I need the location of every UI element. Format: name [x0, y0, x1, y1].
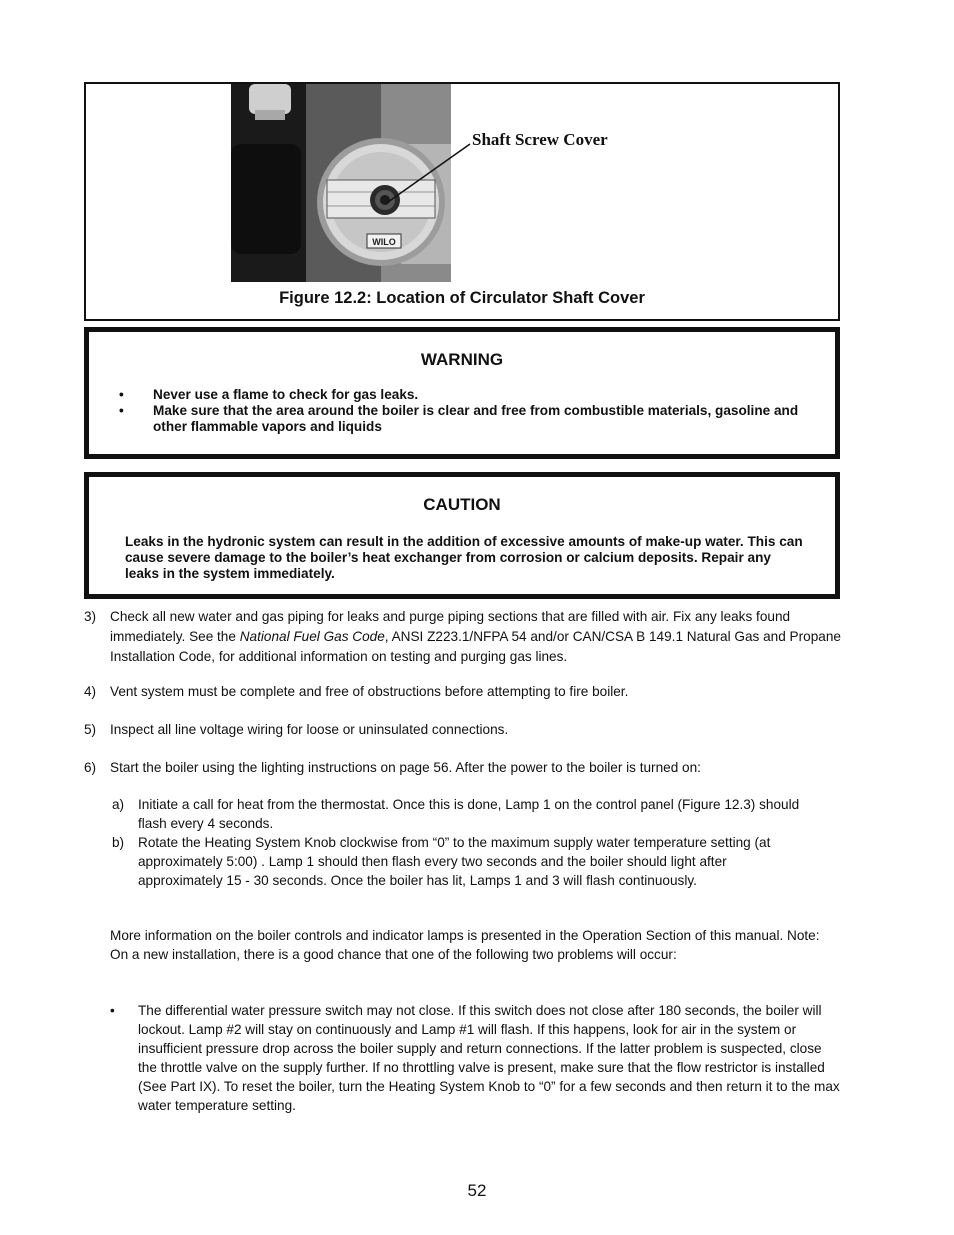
differential-switch-note: • The differential water pressure switch may not close. If this switch does not close after 180 seconds, the boiler will lockout. Lamp #2 will stay on continuously and Lamp #1 will flash. If this happens, look for air in the system or insufficient pressure drop across the boiler supply and return connections. If the latter problem is suspected, close the throttle valve on the supply further. If no throttling valve is present, make sure that the flow restrictor is installed (See Part IX). To reset the boiler, turn the Heating System Knob to “0” for a few seconds and then return it to the max water temperature setting.: [110, 1003, 840, 1113]
substep-b: b) Rotate the Heating System Knob clockwise from “0” to the maximum supply water temperature setting (at approximately 5:00) . Lamp 1 should then flash every two seconds and the boiler should light after approximately 15 - 30 seconds. Once the boiler has lit, Lamps 1 and 3 will flash continuously.: [112, 835, 771, 888]
warning-item: • Never use a flame to check for gas leaks.: [119, 387, 419, 402]
figure-box: [84, 82, 840, 321]
substep-a: a) Initiate a call for heat from the thermostat. Once this is done, Lamp 1 on the control panel (Figure 12.3) should flash every 4 seconds.: [112, 797, 800, 831]
callout-leader-line: [86, 84, 842, 323]
page-number: 52: [467, 1181, 487, 1200]
caution-title: CAUTION: [423, 495, 501, 514]
caution-text: Leaks in the hydronic system can result in the addition of excessive amounts of make-up water. This can cause severe damage to the boiler’s heat exchanger from corrosion or calcium deposits. Repair any leaks in the system immediately.: [125, 534, 803, 581]
caution-box: [84, 472, 840, 599]
step-5: 5) Inspect all line voltage wiring for loose or uninsulated connections.: [84, 722, 509, 737]
warning-title: WARNING: [420, 350, 504, 369]
pump-brand-label: WILO: [372, 237, 396, 247]
warning-box: [84, 327, 840, 459]
figure-caption: Figure 12.2: Location of Circulator Shaft Cover: [279, 289, 645, 307]
warning-list: [119, 387, 819, 435]
step-4: 4) Vent system must be complete and free of obstructions before attempting to fire boiler.: [84, 684, 629, 699]
shaft-screw-cover-label: Shaft Screw Cover: [472, 130, 608, 149]
bullet-icon: •: [119, 403, 124, 418]
warning-item: • Make sure that the area around the boiler is clear and free from combustible materials, gasoline and other flammable vapors and liquids: [119, 403, 799, 434]
more-info-paragraph: More information on the boiler controls and indicator lamps is presented in the Operation Section of this manual. Note: On a new installation, there is a good chance that one of the following two problems will occur:: [110, 928, 820, 962]
step-3: 3) Check all new water and gas piping for leaks and purge piping sections that are filled with air. Fix any leaks found immediately. See the National Fuel Gas Code, ANSI Z223.1/NFPA 54 and/or CAN/CSA B 149.1 Natural Gas and Propane Installation Code, for additional information on testing and purging gas lines.: [84, 609, 841, 664]
bullet-icon: •: [110, 1003, 115, 1018]
step-6: 6) Start the boiler using the lighting instructions on page 56. After the power to the boiler is turned on:: [84, 760, 701, 775]
bullet-icon: •: [119, 387, 124, 402]
national-fuel-gas-code: National Fuel Gas Code: [239, 629, 385, 644]
